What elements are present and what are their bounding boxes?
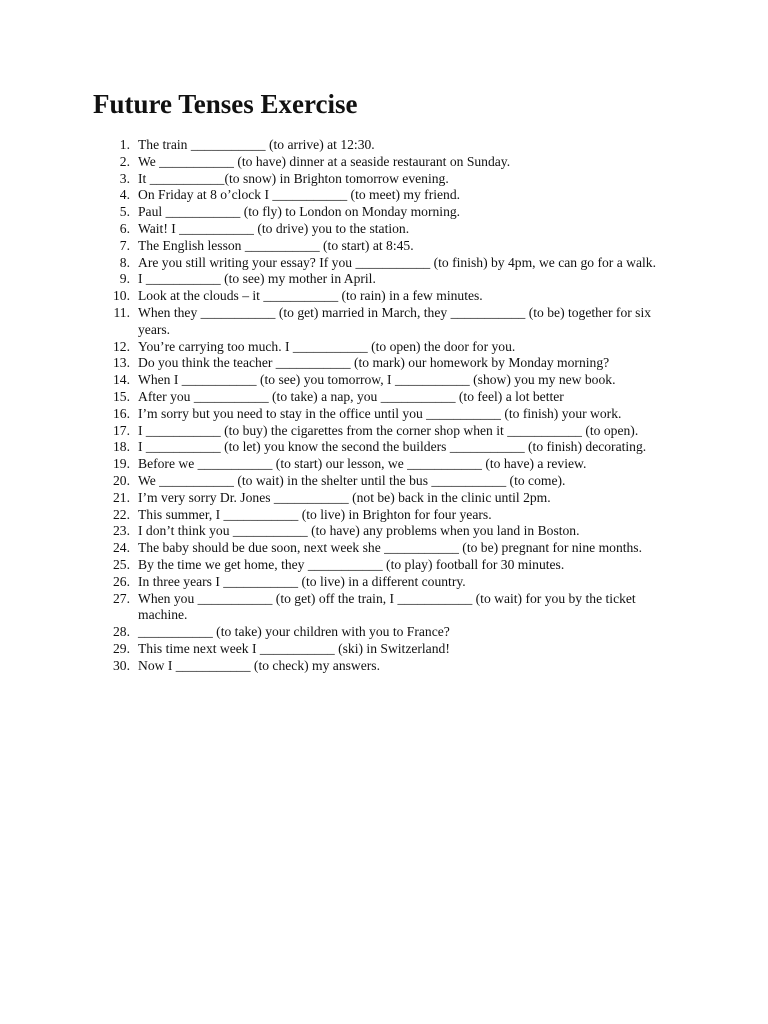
exercise-sentence: Are you still writing your essay? If you ___________ (to finish) by 4pm, we can go for a walk. bbox=[138, 254, 656, 270]
exercise-sentence: We ___________ (to have) dinner at a seaside restaurant on Sunday. bbox=[138, 153, 511, 169]
exercise-item bbox=[0, 490, 673, 507]
exercise-item bbox=[0, 658, 673, 675]
exercise-number: 21. bbox=[113, 489, 130, 505]
exercise-item bbox=[0, 523, 673, 540]
exercise-number: 20. bbox=[113, 472, 130, 488]
exercise-sentence: We ___________ (to wait) in the shelter until the bus ___________ (to come). bbox=[138, 472, 566, 488]
exercise-sentence: I don’t think you ___________ (to have) any problems when you land in Boston. bbox=[138, 523, 580, 539]
page-title: Future Tenses Exercise bbox=[93, 89, 358, 119]
exercise-item bbox=[0, 355, 673, 372]
exercise-number: 7. bbox=[119, 237, 130, 253]
exercise-sentence: This time next week I ___________ (ski) in Switzerland! bbox=[138, 640, 450, 656]
exercise-number: 6. bbox=[119, 220, 130, 236]
exercise-item bbox=[0, 187, 673, 204]
exercise-number: 8. bbox=[119, 254, 130, 270]
exercise-number: 11. bbox=[113, 304, 130, 320]
exercise-sentence: Do you think the teacher ___________ (to mark) our homework by Monday morning? bbox=[138, 355, 610, 371]
exercise-item bbox=[0, 339, 673, 356]
exercise-sentence: Look at the clouds – it ___________ (to rain) in a few minutes. bbox=[138, 288, 483, 304]
exercise-item bbox=[0, 406, 673, 423]
exercise-number: 13. bbox=[113, 355, 130, 371]
exercise-item bbox=[0, 372, 673, 389]
exercise-item bbox=[0, 540, 673, 557]
exercise-number: 3. bbox=[119, 170, 130, 186]
exercise-number: 24. bbox=[113, 540, 130, 556]
exercise-item bbox=[0, 439, 673, 456]
exercise-number: 25. bbox=[113, 556, 130, 572]
exercise-sentence: I ___________ (to let) you know the second the builders ___________ (to finish) decorating. bbox=[138, 439, 647, 455]
exercise-number: 27. bbox=[113, 590, 130, 606]
exercise-number: 22. bbox=[113, 506, 130, 522]
exercise-sentence: I ___________ (to buy) the cigarettes from the corner shop when it ___________ (to open). bbox=[138, 422, 639, 438]
exercise-sentence: Paul ___________ (to fly) to London on Monday morning. bbox=[138, 204, 461, 220]
exercise-sentence: The baby should be due soon, next week she ___________ (to be) pregnant for nine months. bbox=[138, 540, 642, 556]
exercise-item bbox=[0, 238, 673, 255]
exercise-number: 28. bbox=[113, 624, 130, 640]
exercise-number: 18. bbox=[113, 439, 130, 455]
exercise-sentence: ___________ (to take) your children with you to France? bbox=[138, 624, 450, 640]
exercise-number: 14. bbox=[113, 372, 130, 388]
exercise-sentence: After you ___________ (to take) a nap, you ___________ (to feel) a lot better bbox=[138, 388, 564, 404]
exercise-item bbox=[0, 305, 673, 339]
exercise-number: 10. bbox=[113, 288, 130, 304]
exercise-number: 29. bbox=[113, 640, 130, 656]
exercise-sentence: When they ___________ (to get) married in March, they ___________ (to be) together for six years. bbox=[138, 304, 652, 337]
exercise-number: 9. bbox=[119, 271, 130, 287]
exercise-item bbox=[0, 255, 673, 272]
exercise-item bbox=[0, 154, 673, 171]
exercise-number: 1. bbox=[119, 137, 130, 152]
exercise-number: 23. bbox=[113, 523, 130, 539]
exercise-sentence: I ___________ (to see) my mother in April. bbox=[138, 271, 376, 287]
exercise-item bbox=[0, 641, 673, 658]
exercise-item bbox=[0, 557, 673, 574]
exercise-sentence: On Friday at 8 o’clock I ___________ (to meet) my friend. bbox=[138, 187, 461, 203]
exercise-sentence: When I ___________ (to see) you tomorrow, I ___________ (show) you my new book. bbox=[138, 372, 616, 388]
exercise-item bbox=[0, 204, 673, 221]
exercise-sentence: Wait! I ___________ (to drive) you to the station. bbox=[138, 220, 410, 236]
exercise-item bbox=[0, 574, 673, 591]
exercise-sentence: It ___________(to snow) in Brighton tomorrow evening. bbox=[138, 170, 449, 186]
exercise-number: 19. bbox=[113, 456, 130, 472]
exercise-item bbox=[0, 288, 673, 305]
exercise-item bbox=[0, 591, 673, 625]
exercise-item bbox=[0, 624, 673, 641]
exercise-item bbox=[0, 473, 673, 490]
exercise-item bbox=[0, 507, 673, 524]
exercise-number: 26. bbox=[113, 573, 130, 589]
exercise-item bbox=[0, 271, 673, 288]
exercise-item bbox=[0, 221, 673, 238]
exercise-number: 16. bbox=[113, 405, 130, 421]
exercise-sentence: Now I ___________ (to check) my answers. bbox=[138, 657, 380, 673]
exercise-sentence: Before we ___________ (to start) our lesson, we ___________ (to have) a review. bbox=[138, 456, 587, 472]
exercise-item bbox=[0, 171, 673, 188]
exercise-item bbox=[0, 456, 673, 473]
exercise-number: 15. bbox=[113, 388, 130, 404]
exercise-sentence: By the time we get home, they ___________ (to play) football for 30 minutes. bbox=[138, 556, 565, 572]
exercise-number: 17. bbox=[113, 422, 130, 438]
exercise-sentence: I’m very sorry Dr. Jones ___________ (not be) back in the clinic until 2pm. bbox=[138, 489, 551, 505]
exercise-number: 5. bbox=[119, 204, 130, 220]
exercise-sentence: The train ___________ (to arrive) at 12:30. bbox=[138, 137, 375, 152]
exercise-sentence: This summer, I ___________ (to live) in Brighton for four years. bbox=[138, 506, 492, 522]
exercise-number: 4. bbox=[119, 187, 130, 203]
exercise-number: 12. bbox=[113, 338, 130, 354]
exercise-sentence: You’re carrying too much. I ___________ (to open) the door for you. bbox=[138, 338, 516, 354]
exercise-number: 30. bbox=[113, 657, 130, 673]
exercise-list bbox=[0, 137, 768, 675]
exercise-item bbox=[0, 137, 673, 154]
exercise-item bbox=[0, 389, 673, 406]
exercise-sentence: When you ___________ (to get) off the train, I ___________ (to wait) for you by the ticket machine. bbox=[138, 590, 636, 623]
exercise-sentence: In three years I ___________ (to live) in a different country. bbox=[138, 573, 466, 589]
exercise-number: 2. bbox=[119, 153, 130, 169]
exercise-sentence: I’m sorry but you need to stay in the office until you ___________ (to finish) your work. bbox=[138, 405, 622, 421]
exercise-sentence: The English lesson ___________ (to start) at 8:45. bbox=[138, 237, 414, 253]
exercise-item bbox=[0, 423, 673, 440]
